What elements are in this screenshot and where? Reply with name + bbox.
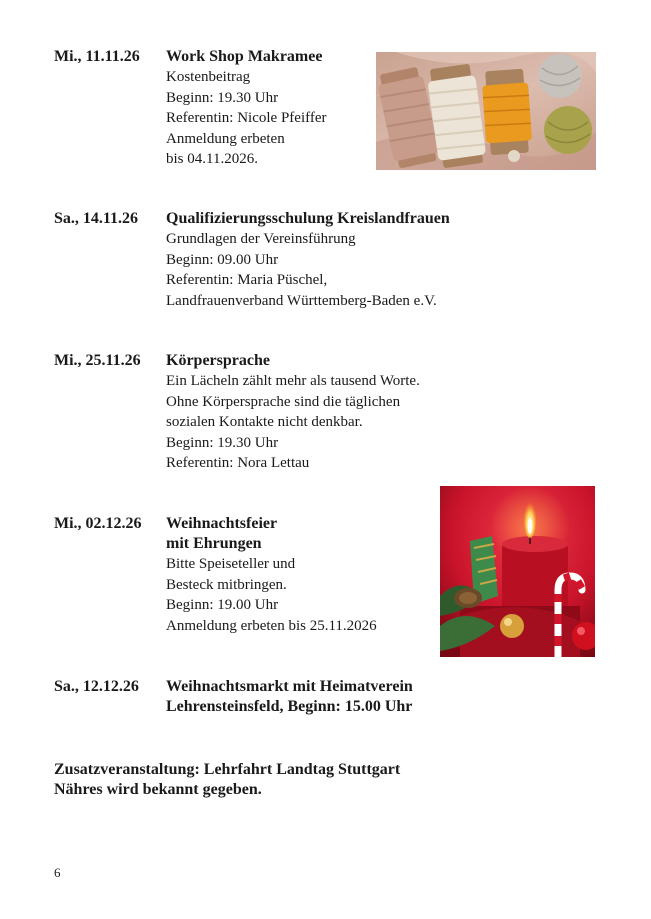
- event-title: Qualifizierungsschulung Kreislandfrauen: [166, 210, 450, 227]
- event-detail-line: sozialen Kontakte nicht denkbar.: [166, 414, 363, 430]
- event-title: Lehrensteinsfeld, Beginn: 15.00 Uhr: [166, 698, 413, 715]
- event-title: Weihnachtsmarkt mit Heimatverein: [166, 678, 413, 695]
- event-date: Mi., 25.11.26: [54, 352, 141, 369]
- event-detail-line: Beginn: 19.30 Uhr: [166, 89, 279, 106]
- additional-event-title: Zusatzveranstaltung: Lehrfahrt Landtag Stuttgart: [54, 761, 401, 778]
- event-detail-line: Anmeldung erbeten bis 25.11.2026: [166, 617, 377, 634]
- event-date: Sa., 12.12.26: [54, 678, 139, 695]
- christmas-candle-photo: [440, 486, 595, 657]
- event-detail-line: Referentin: Nora Lettau: [166, 455, 310, 471]
- event-title: Körpersprache: [166, 352, 270, 369]
- event-details: [166, 677, 413, 717]
- additional-event-notice: [54, 760, 400, 800]
- event-details: [166, 514, 377, 636]
- event-title: Work Shop Makramee: [166, 48, 323, 65]
- event-date: Mi., 02.12.26: [54, 515, 142, 532]
- event-detail-line: Beginn: 19.00 Uhr: [166, 597, 279, 613]
- event-detail-line: Landfrauenverband Württemberg-Baden e.V.: [166, 292, 437, 309]
- event-detail-line: Bitte Speiseteller und: [166, 556, 296, 572]
- macrame-yarn-photo: [376, 52, 596, 170]
- event-details: [166, 351, 420, 474]
- event-detail-line: bis 04.11.2026.: [166, 151, 258, 167]
- event-detail-line: Kostenbeitrag: [166, 69, 251, 85]
- event-detail-line: Beginn: 09.00 Uhr: [166, 251, 279, 268]
- page-number: 6: [54, 865, 61, 880]
- event-detail-line: Referentin: Nicole Pfeiffer: [166, 110, 327, 126]
- event-details: [166, 47, 327, 170]
- event-detail-line: Beginn: 19.30 Uhr: [166, 434, 279, 451]
- event-title: mit Ehrungen: [166, 535, 262, 552]
- event-details: [166, 209, 450, 311]
- event-detail-line: Anmeldung erbeten: [166, 130, 285, 147]
- event-detail-line: Ohne Körpersprache sind die täglichen: [166, 393, 401, 410]
- event-detail-line: Ein Lächeln zählt mehr als tausend Worte.: [166, 373, 420, 389]
- event-detail-line: Besteck mitbringen.: [166, 576, 287, 593]
- event-date: Sa., 14.11.26: [54, 210, 139, 227]
- event-detail-line: Grundlagen der Vereinsführung: [166, 231, 356, 247]
- event-detail-line: Referentin: Maria Püschel,: [166, 272, 328, 288]
- additional-event-note: Nähres wird bekannt gegeben.: [54, 781, 262, 798]
- event-title: Weihnachtsfeier: [166, 515, 278, 532]
- event-date: Mi., 11.11.26: [54, 48, 140, 65]
